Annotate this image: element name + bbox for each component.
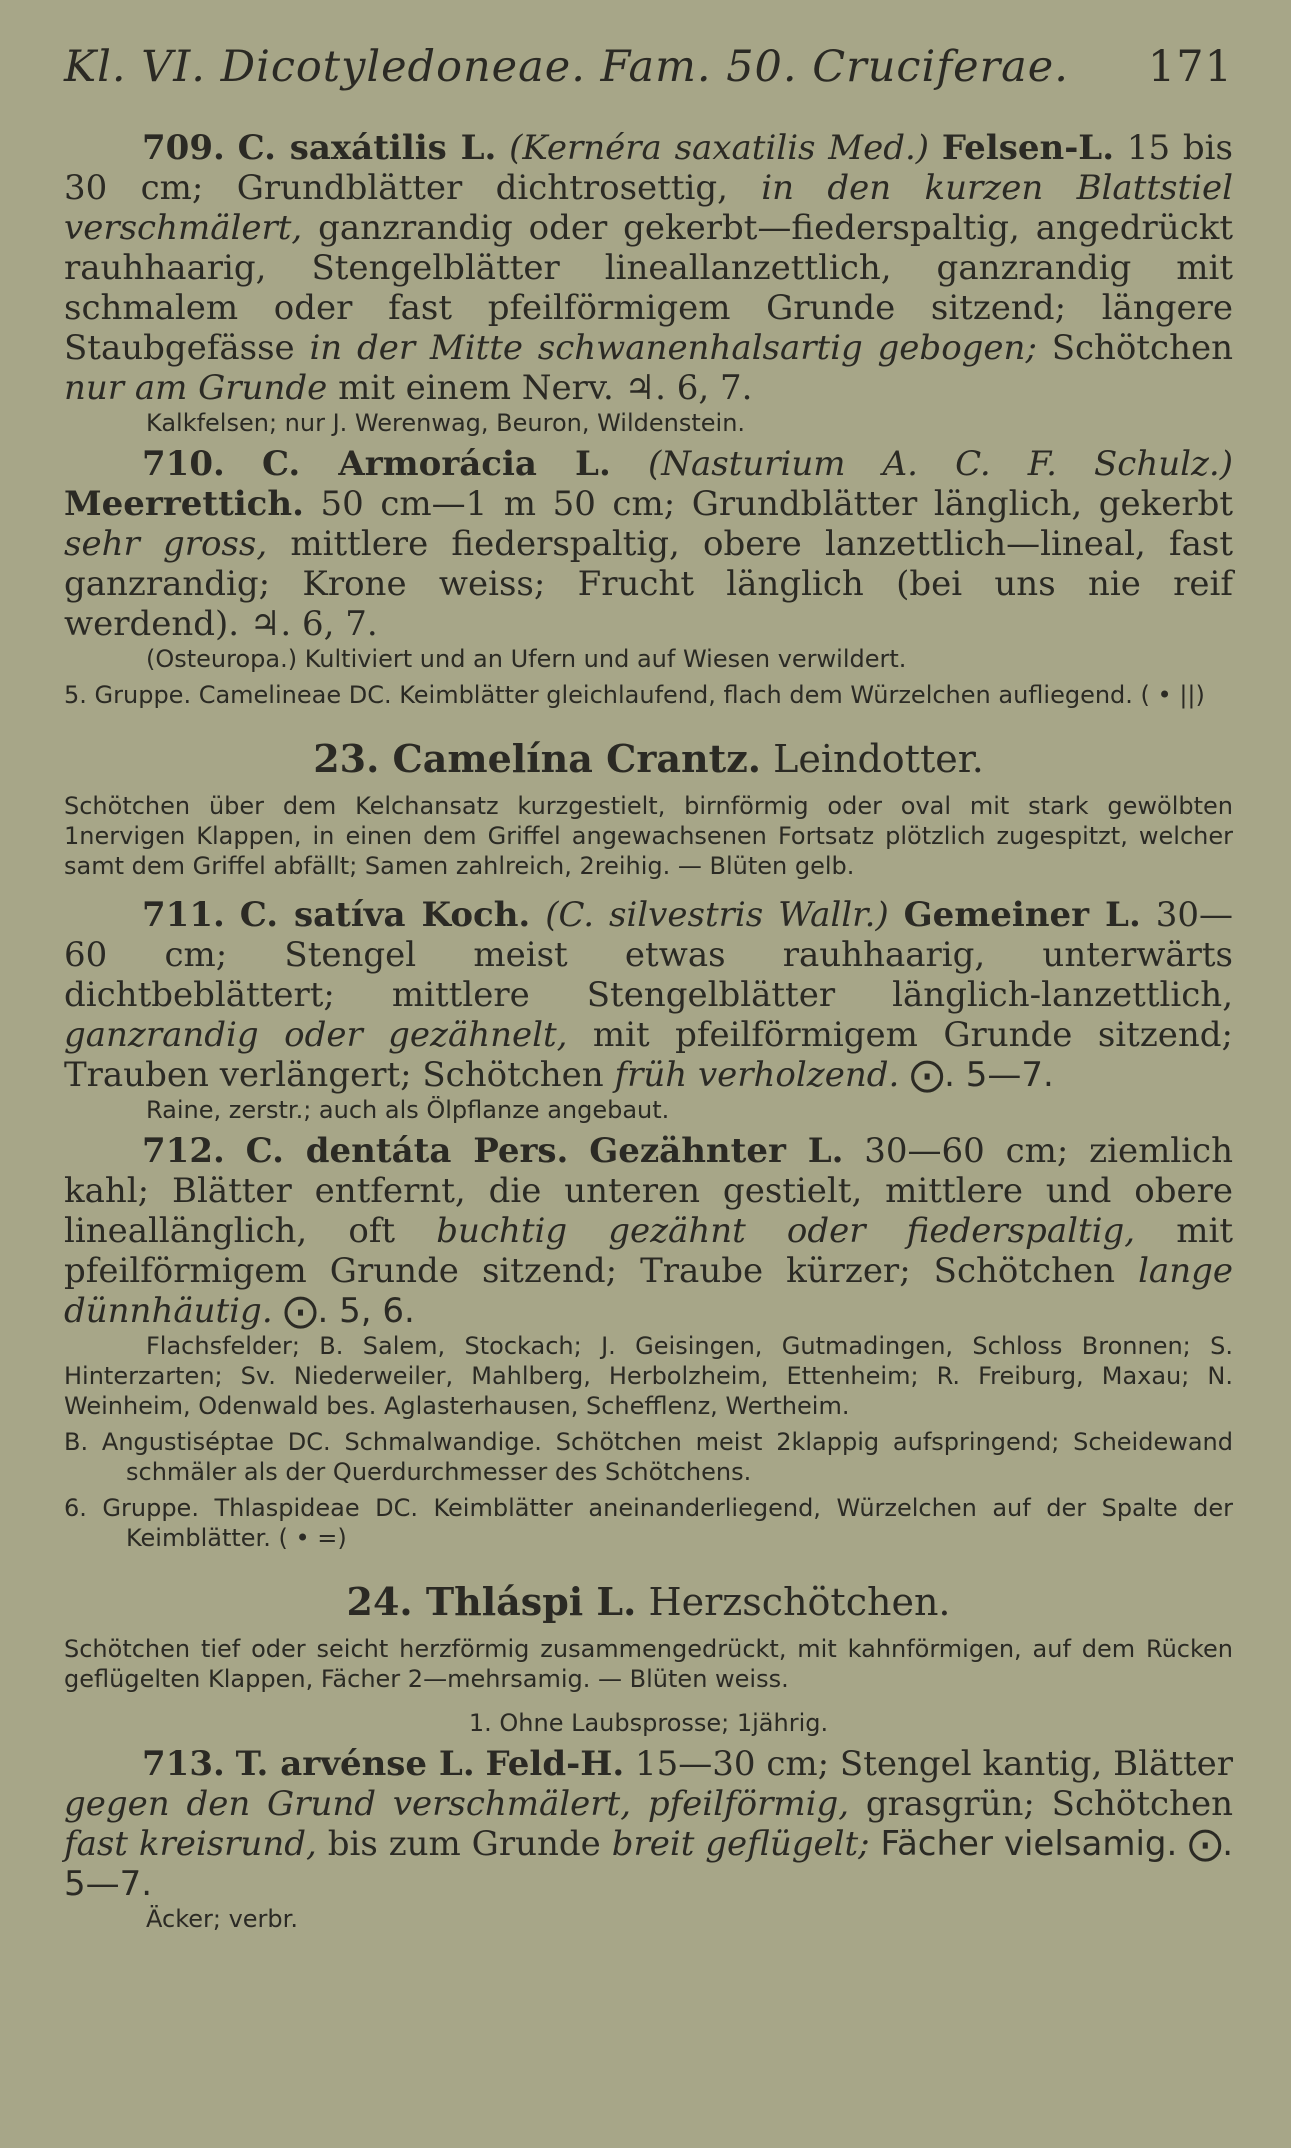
group-6: 6. Gruppe. Thlaspideae DC. Keimblätter aneinanderliegend, Würzelchen auf der Spalte der Keimblätter. ( • =)	[64, 1494, 1233, 1552]
synonym: (C. silvestris Wallr.)	[545, 895, 889, 935]
locality-713: Äcker; verbr.	[146, 1905, 298, 1933]
genus-german: Herzschötchen.	[648, 1580, 951, 1624]
page-number: 171	[1147, 42, 1233, 92]
species-number: 711.	[142, 895, 225, 935]
species-name: C. dentáta Pers.	[245, 1131, 569, 1171]
german-name: Gezähnter L.	[589, 1131, 844, 1171]
locality-711: Raine, zerstr.; auch als Ölpflanze angebaut.	[146, 1096, 670, 1124]
group-5: 5. Gruppe. Camelineae DC. Keimblätter gleichlaufend, flach dem Würzelchen aufliegend. ( • ||)	[64, 681, 1205, 709]
species-711: 711. C. satíva Koch. (C. silvestris Wallr.) Gemeiner L. 30—60 cm; Stengel meist etwas rauhhaarig, unterwärts dichtbeblättert; mittlere Stengelblätter länglich-lanzettlich, ganzrandig oder gezähnelt, mit pfeilförmigem Grunde sitzend; Trauben verlängert; Schötchen früh verholzend. ⨀. 5—7.	[64, 895, 1233, 1095]
species-name: C. satíva Koch.	[239, 895, 531, 935]
german-name: Feld-H.	[485, 1744, 625, 1784]
german-name: Meerrettich.	[64, 484, 304, 524]
species-name: C. Armorácia L.	[261, 444, 611, 484]
genus-23-heading	[64, 736, 1233, 781]
species-number: 712.	[142, 1131, 225, 1171]
synonym: (Kernéra saxatilis Med.)	[509, 128, 930, 168]
species-name: C. saxátilis L.	[237, 128, 497, 168]
locality-712: Flachsfelder; B. Salem, Stockach; J. Geisingen, Gutmadingen, Schloss Bronnen; S. Hinterzarten; Sv. Niederweiler, Mahlberg, Herbolzheim, Ettenheim; R. Freiburg, Maxau; N. Weinheim, Odenwald bes. Aglasterhausen, Schefflenz, Wertheim.	[64, 1332, 1233, 1420]
species-number: 710.	[142, 444, 225, 484]
species-number: 709.	[142, 128, 225, 168]
species-name: T. arvénse L.	[235, 1744, 475, 1784]
running-header	[64, 42, 1233, 92]
species-709: 709. C. saxátilis L. (Kernéra saxatilis Med.) Felsen-L. 15 bis 30 cm; Grundblätter dichtrosettig, in den kurzen Blattstiel verschmälert, ganzrandig oder gekerbt—fiederspaltig, angedrückt rauhhaarig, Stengelblätter lineallanzettlich, ganzrandig mit schmalem oder fast pfeilförmigem Grunde sitzend; längere Staubgefässe in der Mitte schwanenhalsartig gebogen; Schötchen nur am Grunde mit einem Nerv. ♃. 6, 7.	[64, 128, 1234, 408]
species-number: 713.	[142, 1744, 225, 1784]
header-title: Kl. VI. Dicotyledoneae. Fam. 50. Cruciferae.	[64, 42, 1069, 92]
genus-23-description: Schötchen über dem Kelchansatz kurzgestielt, birnförmig oder oval mit stark gewölbten 1nervigen Klappen, in einen dem Griffel angewachsenen Fortsatz plötzlich zugespitzt, welcher samt dem Griffel abfällt; Samen zahlreich, 2reihig. — Blüten gelb.	[64, 792, 1233, 880]
section-b: B. Angustiséptae DC. Schmalwandige. Schötchen meist 2klappig aufspringend; Scheidewand schmäler als der Querdurchmesser des Schötchens.	[64, 1428, 1233, 1486]
genus-24-description: Schötchen tief oder seicht herzförmig zusammengedrückt, mit kahnförmigen, auf dem Rücken geflügelten Klappen, Fächer 2—mehrsamig. — Blüten weiss.	[64, 1635, 1233, 1693]
german-name: Felsen-L.	[941, 128, 1115, 168]
synonym: (Nasturium A. C. F. Schulz.)	[647, 444, 1234, 484]
species-713: 713. T. arvénse L. Feld-H. 15—30 cm; Stengel kantig, Blätter gegen den Grund verschmälert, pfeilförmig, grasgrün; Schötchen fast kreisrund, bis zum Grunde breit geflügelt; Fächer vielsamig. ⨀. 5—7.	[64, 1744, 1234, 1904]
german-name: Gemeiner L.	[903, 895, 1141, 935]
genus-24-heading	[64, 1579, 1233, 1624]
genus-name: 23. Camelína Crantz.	[313, 736, 762, 781]
species-710: 710. C. Armorácia L. (Nasturium A. C. F. Schulz.) Meerrettich. 50 cm—1 m 50 cm; Grundblätter länglich, gekerbt sehr gross, mittlere fiederspaltig, obere lanzettlich—lineal, fast ganzrandig; Krone weiss; Frucht länglich (bei uns nie reif werdend). ♃. 6, 7.	[64, 444, 1234, 644]
subdivision-1: 1. Ohne Laubsprosse; 1jährig.	[468, 1709, 829, 1737]
species-712: 712. C. dentáta Pers. Gezähnter L. 30—60 cm; ziemlich kahl; Blätter entfernt, die unteren gestielt, mittlere und obere lineallänglich, oft buchtig gezähnt oder fiederspaltig, mit pfeilförmigem Grunde sitzend; Traube kürzer; Schötchen lange dünnhäutig. ⨀. 5, 6.	[64, 1131, 1233, 1331]
locality-709: Kalkfelsen; nur J. Werenwag, Beuron, Wildenstein.	[146, 409, 746, 437]
genus-german: Leindotter.	[773, 737, 984, 781]
genus-name: 24. Thláspi L.	[346, 1579, 637, 1624]
locality-710: (Osteuropa.) Kultiviert und an Ufern und auf Wiesen verwildert.	[146, 645, 907, 673]
